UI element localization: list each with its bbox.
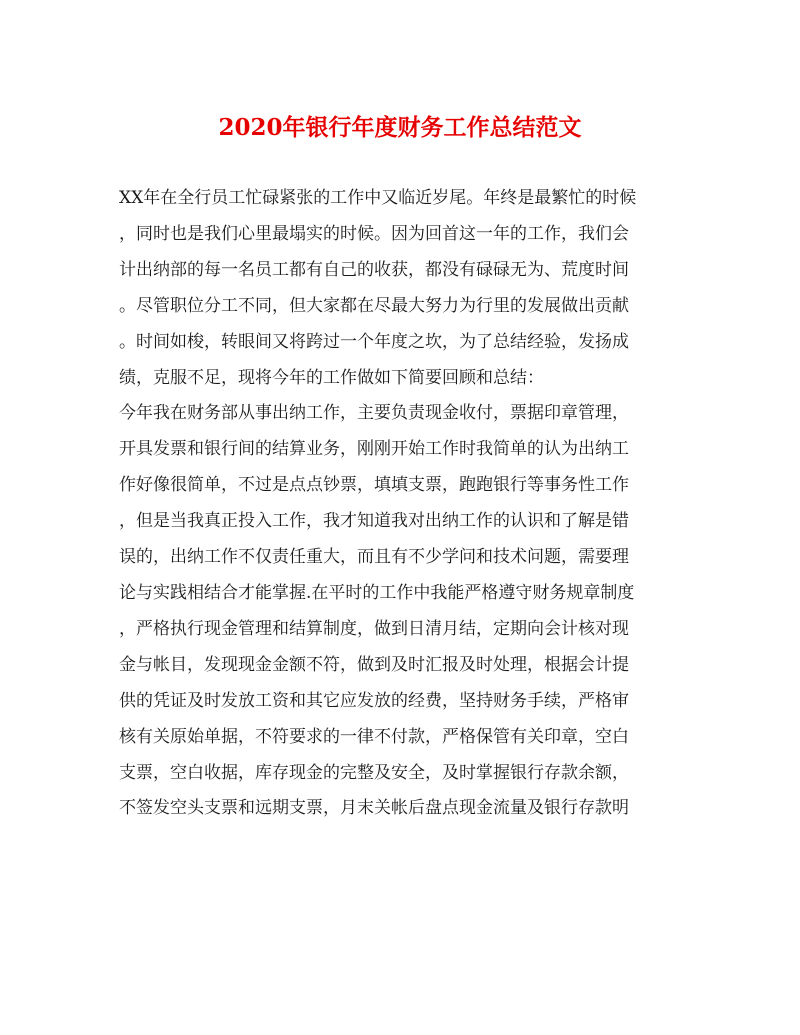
text-line: XX年在全行员工忙碌紧张的工作中又临近岁尾。年终是最繁忙的时候 bbox=[119, 188, 637, 208]
text-line: 不签发空头支票和远期支票，月末关帐后盘点现金流量及银行存款明 bbox=[119, 798, 629, 819]
text-line: 计出纳部的每一名员工都有自己的收获，都没有碌碌无为、荒度时间 bbox=[119, 259, 629, 280]
document-title: 2020年银行年度财务工作总结范文 bbox=[218, 114, 582, 141]
text-line: 作好像很简单，不过是点点钞票，填填支票，跑跑银行等事务性工作 bbox=[119, 475, 629, 496]
text-line: 金与帐目，发现现金金额不符，做到及时汇报及时处理，根据会计提 bbox=[119, 654, 629, 675]
text-line: 误的，出纳工作不仅责任重大，而且有不少学问和技术问题，需要理 bbox=[119, 547, 629, 568]
text-line: ，严格执行现金管理和结算制度，做到日清月结，定期向会计核对现 bbox=[119, 618, 629, 639]
document-body bbox=[119, 181, 691, 827]
text-line: 今年我在财务部从事出纳工作，主要负责现金收付，票据印章管理， bbox=[119, 403, 629, 424]
text-line: 开具发票和银行间的结算业务，刚刚开始工作时我简单的认为出纳工 bbox=[119, 439, 629, 460]
text-line: ，但是当我真正投入工作，我才知道我对出纳工作的认识和了解是错 bbox=[119, 511, 629, 532]
text-line: 支票，空白收据，库存现金的完整及安全，及时掌握银行存款余额， bbox=[119, 762, 629, 783]
text-line: 。尽管职位分工不同，但大家都在尽最大努力为行里的发展做出贡献 bbox=[119, 295, 629, 316]
text-line: 核有关原始单据，不符要求的一律不付款，严格保管有关印章，空白 bbox=[119, 726, 629, 747]
text-line: 绩，克服不足，现将今年的工作做如下简要回顾和总结： bbox=[119, 367, 544, 388]
text-line: ，同时也是我们心里最塌实的时候。因为回首这一年的工作，我们会 bbox=[119, 223, 629, 244]
text-line: 供的凭证及时发放工资和其它应发放的经费，坚持财务手续，严格审 bbox=[119, 690, 629, 711]
text-line: 论与实践相结合才能掌握.在平时的工作中我能严格遵守财务规章制度 bbox=[119, 582, 635, 603]
text-line: 。时间如梭，转眼间又将跨过一个年度之坎，为了总结经验，发扬成 bbox=[119, 331, 629, 352]
